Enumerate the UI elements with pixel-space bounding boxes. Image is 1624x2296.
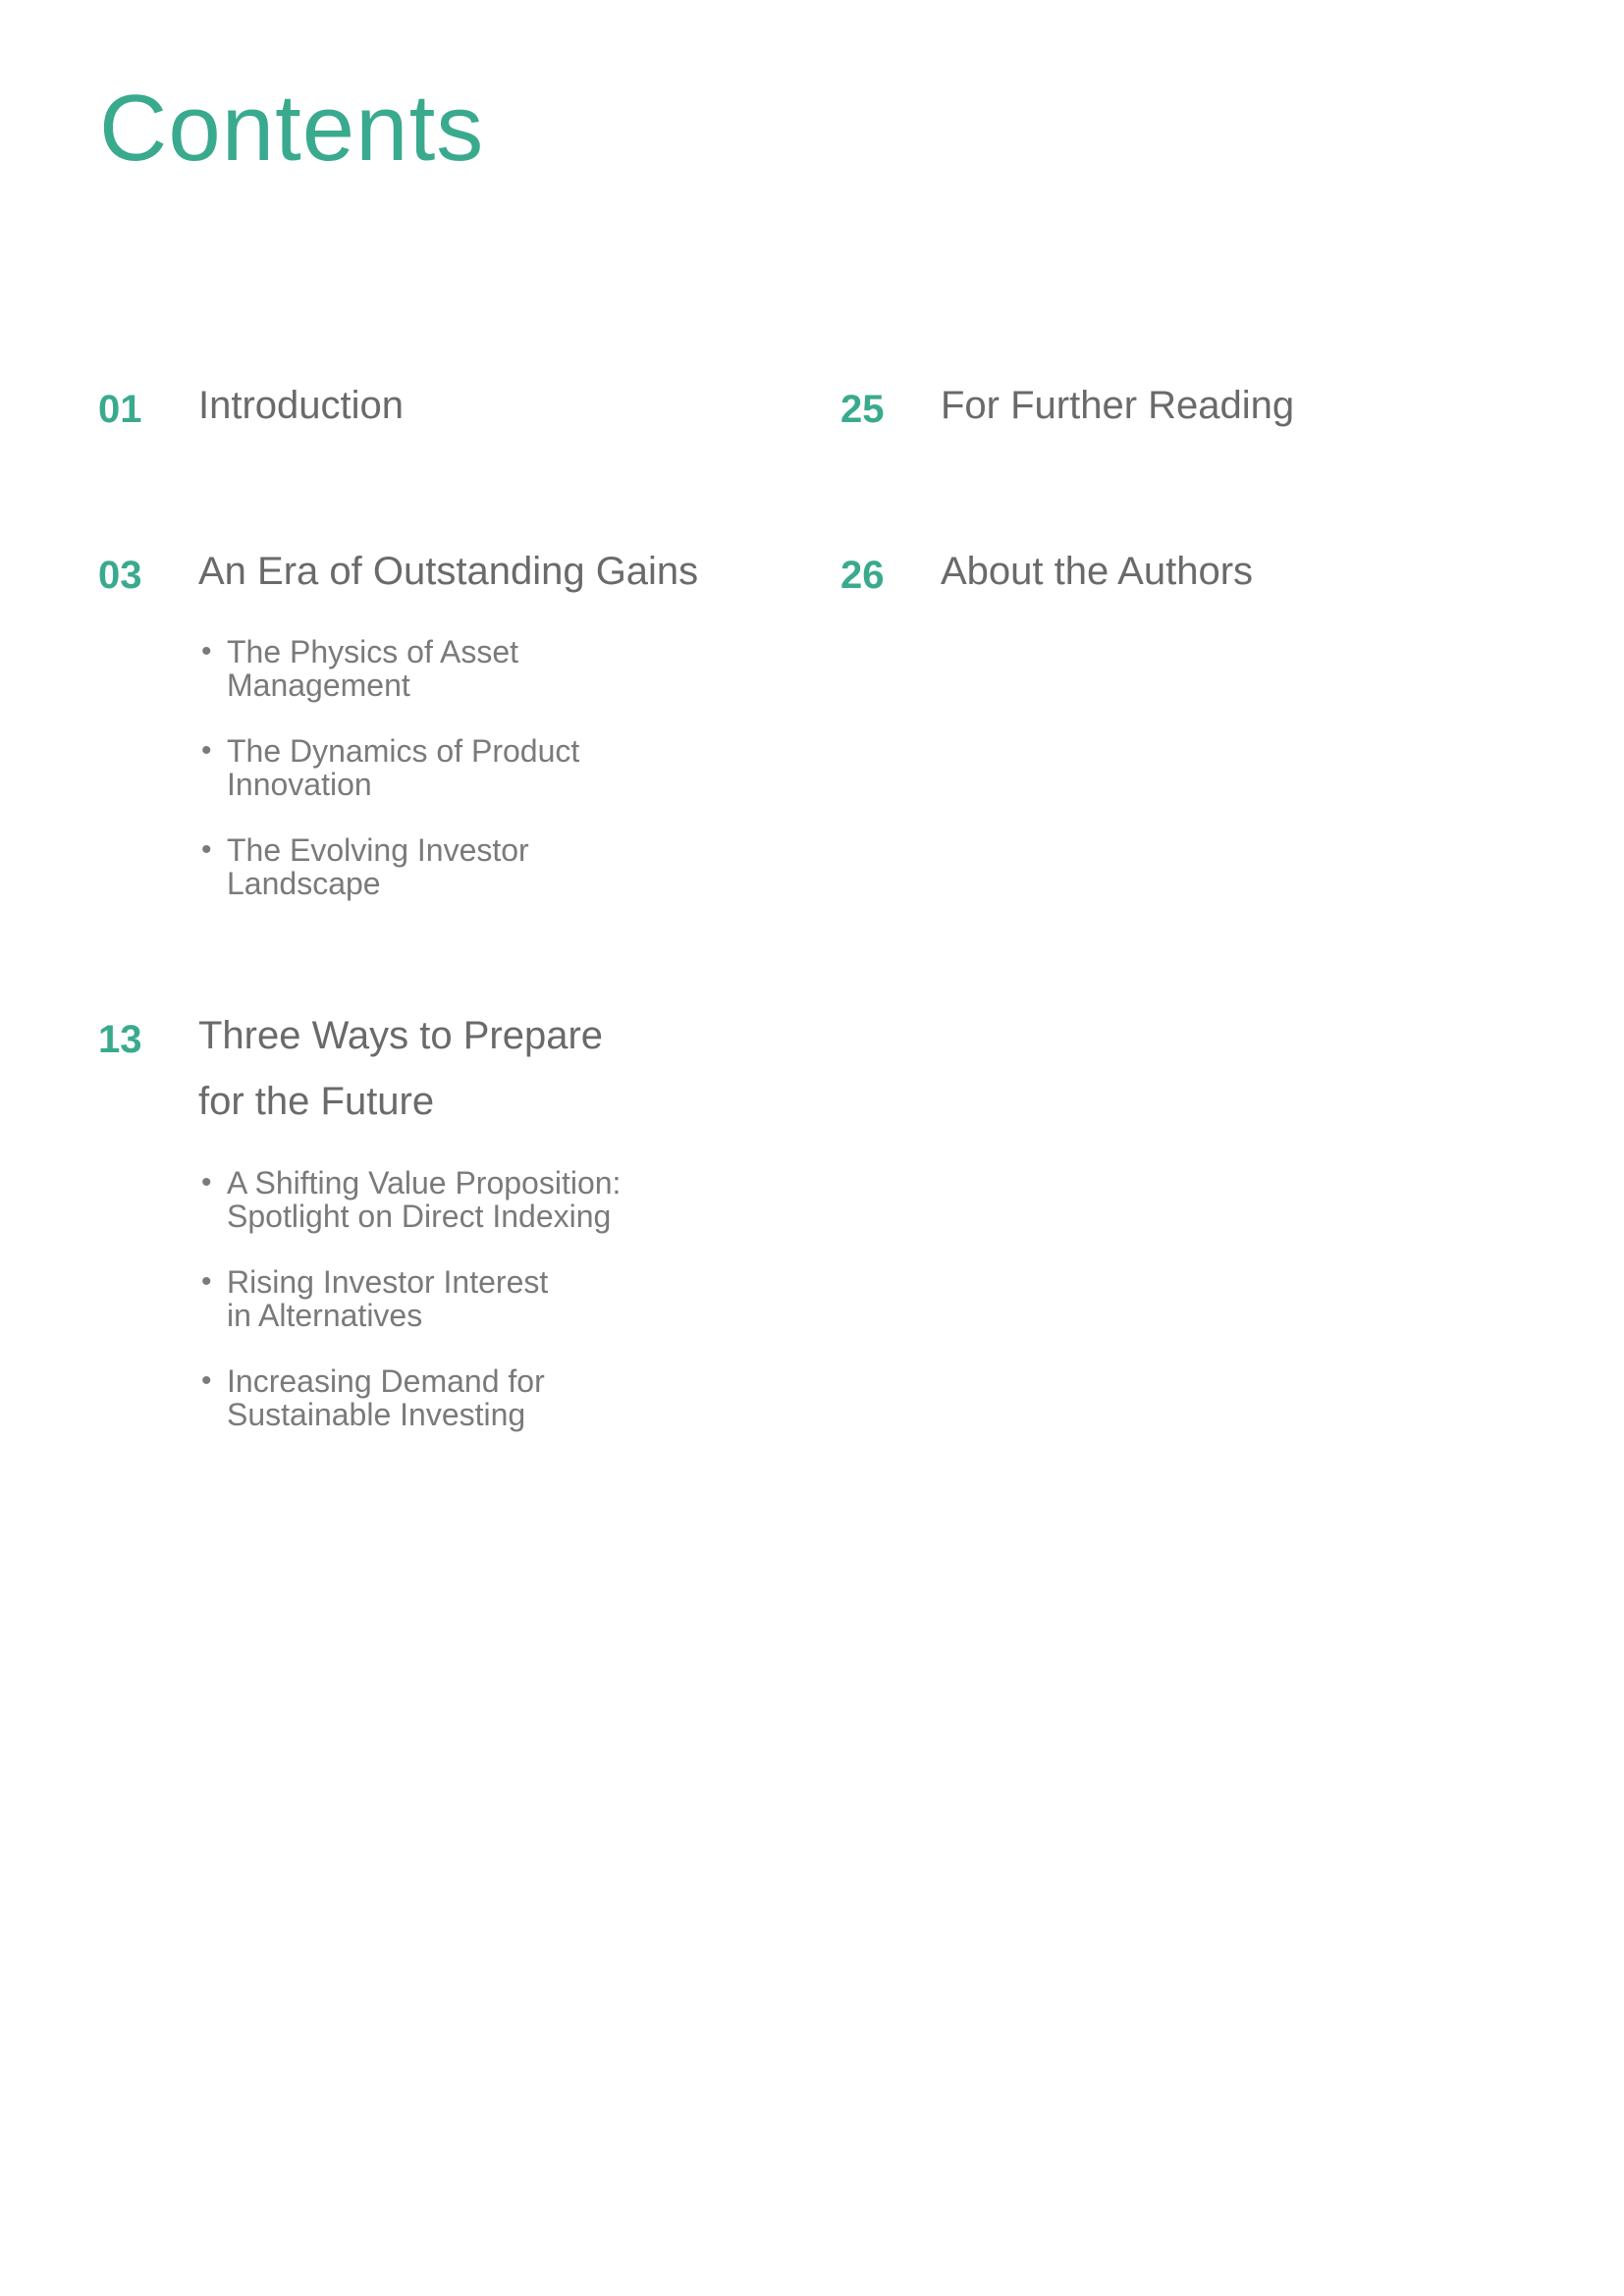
page-title: Contents <box>99 76 485 181</box>
bullet-icon: • <box>201 1265 212 1298</box>
toc-subitem[interactable]: • The Physics of Asset Management <box>201 634 519 703</box>
toc-subitem[interactable]: • Increasing Demand for Sustainable Investing <box>201 1363 545 1432</box>
bullet-icon: • <box>201 734 212 767</box>
toc-entry-title: Introduction <box>198 384 405 427</box>
toc-page-number: 25 <box>840 388 885 431</box>
toc-page-number: 03 <box>98 554 142 597</box>
toc-subitem[interactable]: • The Evolving Investor Landscape <box>201 832 529 901</box>
toc-subitem[interactable]: • The Dynamics of Product Innovation <box>201 733 580 802</box>
toc-page-number: 26 <box>840 554 885 597</box>
toc-page-number: 13 <box>98 1018 142 1061</box>
toc-subitems <box>199 1166 698 1464</box>
bullet-icon: • <box>201 1166 212 1199</box>
toc-subitem[interactable]: • A Shifting Value Proposition: Spotlight on Direct Indexing <box>201 1165 622 1234</box>
toc-entry-title: For Further Reading <box>941 384 1295 427</box>
toc-subitem[interactable]: • Rising Investor Interest in Alternatives <box>201 1264 549 1333</box>
bullet-icon: • <box>201 833 212 866</box>
toc-entry-title: An Era of Outstanding Gains <box>198 550 699 593</box>
bullet-icon: • <box>201 1364 212 1397</box>
bullet-icon: • <box>201 635 212 667</box>
toc-subitems <box>199 635 698 933</box>
toc-entry-title: About the Authors <box>941 550 1254 593</box>
toc-page-number: 01 <box>98 388 142 431</box>
toc-entry-title: Three Ways to Prepare for the Future <box>198 1014 604 1123</box>
